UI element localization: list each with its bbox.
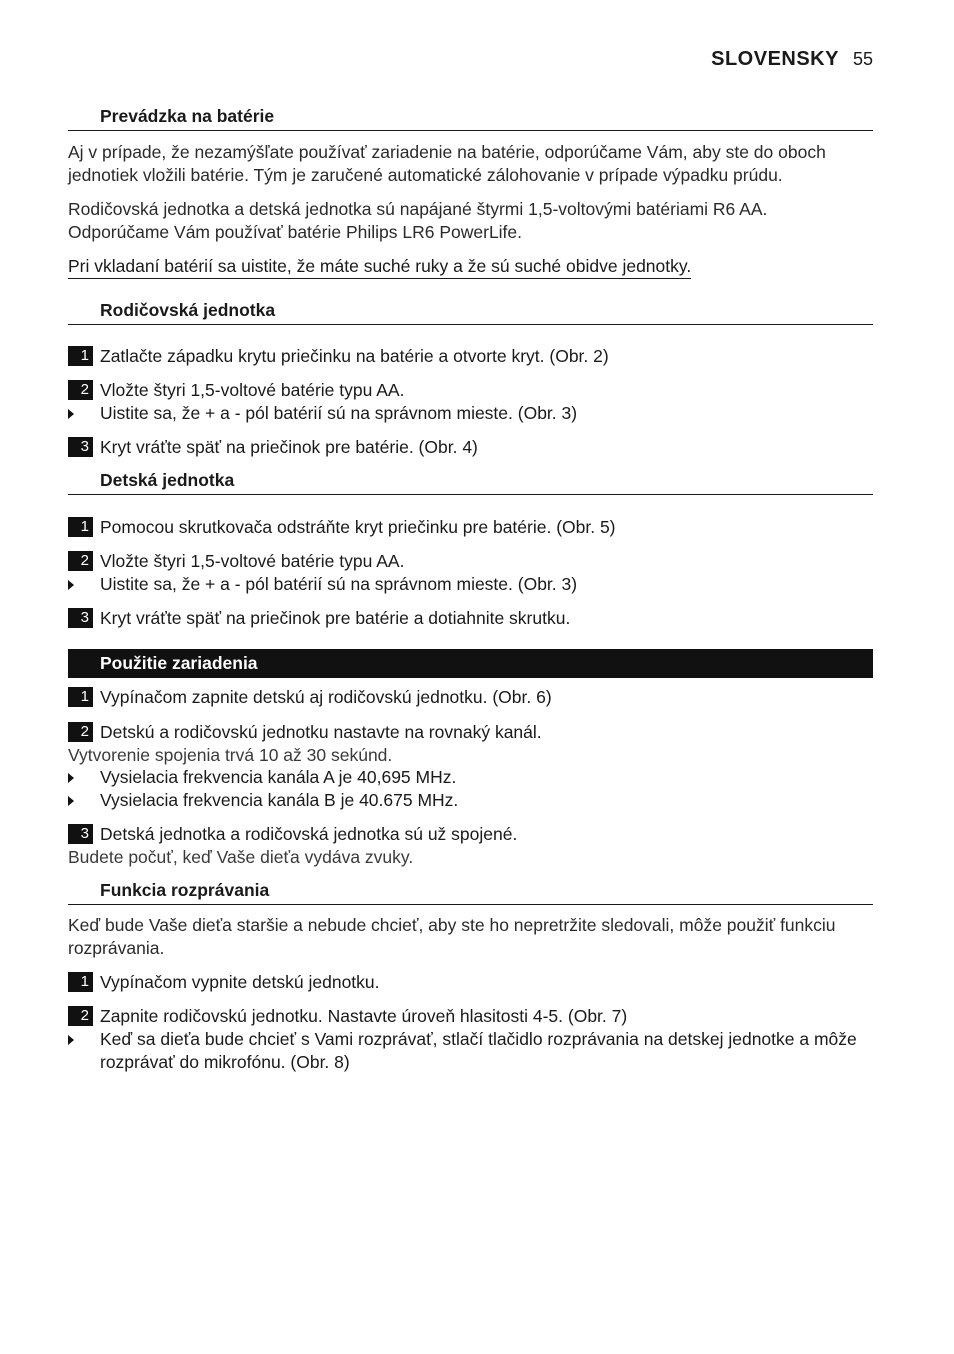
page-header bbox=[711, 48, 873, 71]
step-text: Vložte štyri 1,5-voltové batérie typu AA. bbox=[100, 551, 405, 571]
bullet-arrow-icon bbox=[68, 409, 74, 419]
section-title-talk: Funkcia rozprávania bbox=[68, 880, 873, 905]
step-text: Pomocou skrutkovača odstráňte kryt priečinku pre batérie. (Obr. 5) bbox=[100, 517, 616, 537]
step-number: 2 bbox=[68, 722, 93, 742]
paragraph-battery-2: Rodičovská jednotka a detská jednotka sú napájané štyrmi 1,5-voltovými batériami R6 AA. Odporúčame Vám používať batérie Philips LR6 PowerLife. bbox=[68, 199, 768, 242]
step-number: 1 bbox=[68, 517, 93, 537]
step-text: Detská jednotka a rodičovská jednotka sú už spojené. bbox=[100, 824, 518, 844]
section-title-usage: Použitie zariadenia bbox=[68, 649, 873, 678]
language-label: SLOVENSKY bbox=[711, 48, 839, 70]
paragraph-talk: Keď bude Vaše dieťa staršie a nebude chcieť, aby ste ho nepretržite sledovali, môže použiť funkciu rozprávania. bbox=[68, 915, 836, 958]
bullet-text: Uistite sa, že + a - pól batérií sú na správnom mieste. (Obr. 3) bbox=[100, 403, 578, 423]
note-text: Budete počuť, keď Vaše dieťa vydáva zvuky. bbox=[68, 847, 414, 867]
step-text: Kryt vráťte späť na priečinok pre batérie. (Obr. 4) bbox=[100, 437, 478, 457]
section-title-parent-unit: Rodičovská jednotka bbox=[68, 300, 873, 325]
bullet-text: Uistite sa, že + a - pól batérií sú na správnom mieste. (Obr. 3) bbox=[100, 574, 578, 594]
step-text: Kryt vráťte späť na priečinok pre batérie a dotiahnite skrutku. bbox=[100, 608, 571, 628]
page-number: 55 bbox=[852, 49, 873, 69]
step-number: 2 bbox=[68, 1006, 93, 1026]
step-number: 2 bbox=[68, 380, 93, 400]
bullet-text: Vysielacia frekvencia kanála A je 40,695 MHz. bbox=[100, 767, 457, 787]
section-title-battery: Prevádzka na batérie bbox=[68, 106, 873, 131]
bullet-arrow-icon bbox=[68, 580, 74, 590]
bullet-text: Vysielacia frekvencia kanála B je 40.675 MHz. bbox=[100, 790, 459, 810]
step-number: 1 bbox=[68, 346, 93, 366]
step-number: 1 bbox=[68, 972, 93, 992]
step-text: Detskú a rodičovskú jednotku nastavte na rovnaký kanál. bbox=[100, 722, 542, 742]
bullet-arrow-icon bbox=[68, 773, 74, 783]
step-text: Vypínačom zapnite detskú aj rodičovskú jednotku. (Obr. 6) bbox=[100, 687, 552, 707]
step-number: 2 bbox=[68, 551, 93, 571]
bullet-arrow-icon bbox=[68, 1035, 74, 1045]
note-text: Vytvorenie spojenia trvá 10 až 30 sekúnd. bbox=[68, 745, 393, 765]
step-number: 1 bbox=[68, 687, 93, 707]
section-title-baby-unit: Detská jednotka bbox=[68, 470, 873, 495]
step-text: Zapnite rodičovskú jednotku. Nastavte úroveň hlasitosti 4-5. (Obr. 7) bbox=[100, 1006, 628, 1026]
warning-text: Pri vkladaní batérií sa uistite, že máte suché ruky a že sú suché obidve jednotky. bbox=[68, 255, 691, 279]
step-text: Vypínačom vypnite detskú jednotku. bbox=[100, 972, 380, 992]
paragraph-battery-1: Aj v prípade, že nezamýšľate používať zariadenie na batérie, odporúčame Vám, aby ste do oboch jednotiek vložili batérie. Tým je zaručené automatické zálohovanie v prípade výpadku prúdu. bbox=[68, 142, 826, 185]
step-number: 3 bbox=[68, 824, 93, 844]
step-number: 3 bbox=[68, 608, 93, 628]
step-text: Vložte štyri 1,5-voltové batérie typu AA. bbox=[100, 380, 405, 400]
step-number: 3 bbox=[68, 437, 93, 457]
bullet-arrow-icon bbox=[68, 796, 74, 806]
step-text: Zatlačte západku krytu priečinku na batérie a otvorte kryt. (Obr. 2) bbox=[100, 346, 609, 366]
bullet-text: Keď sa dieťa bude chcieť s Vami rozprávať, stlačí tlačidlo rozprávania na detskej jednotke a môže rozprávať do mikrofónu. (Obr. 8) bbox=[100, 1029, 857, 1072]
